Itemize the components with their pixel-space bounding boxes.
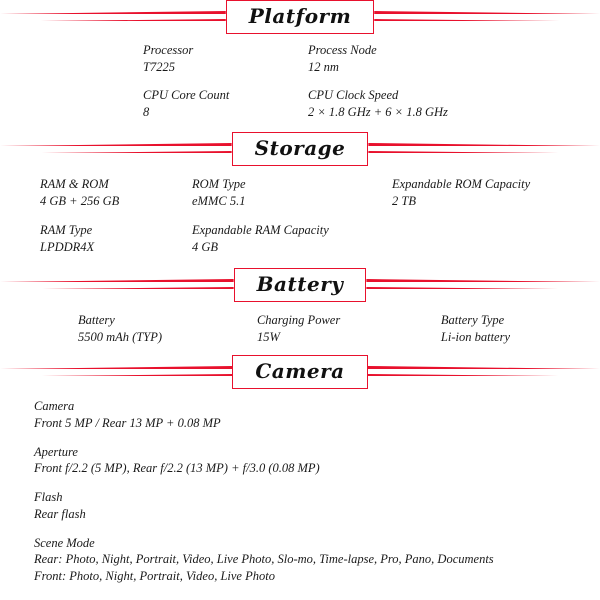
spec-label: RAM & ROM (40, 177, 109, 191)
spec-value: Front f/2.2 (5 MP), Rear f/2.2 (13 MP) + f/3.0 (0.08 MP) (34, 461, 320, 476)
spec-cell-process-node (308, 42, 568, 77)
header-wing-left (0, 132, 232, 166)
spec-value: 8 (143, 104, 150, 119)
header-wing-left (0, 268, 234, 302)
spec-value-front: Front: Photo, Night, Portrait, Video, Live Photo (34, 569, 275, 583)
spacer (0, 347, 600, 355)
spec-value: Rear flash (34, 506, 86, 521)
spec-cell-ram-and-rom (40, 176, 192, 211)
spec-label: CPU Clock Speed (308, 88, 399, 102)
spec-cell-expandable-ram-capacity (192, 222, 392, 257)
header-wing-right (368, 355, 600, 389)
section-title-storage: Storage (254, 136, 346, 160)
section-header-storage (0, 132, 600, 166)
spec-cell-cpu-core-count (143, 87, 308, 122)
section-title-box-platform (226, 0, 374, 34)
spec-label: Expandable ROM Capacity (392, 177, 531, 191)
spec-label: Process Node (308, 43, 377, 57)
section-title-battery: Battery (256, 272, 344, 296)
header-wing-left (0, 355, 232, 389)
spec-value-rear: Rear: Photo, Night, Portrait, Video, Live Photo, Slo-mo, Time-lapse, Pro, Pano, Documents (34, 552, 494, 567)
spec-value: 2 × 1.8 GHz + 6 × 1.8 GHz (308, 104, 448, 119)
spec-item-camera (34, 398, 600, 432)
spec-cell-charging-power (257, 312, 441, 347)
spec-value: Front 5 MP / Rear 13 MP + 0.08 MP (34, 415, 221, 430)
spec-label: Charging Power (256, 313, 341, 327)
spec-value: T7225 (143, 59, 175, 74)
spec-cell-processor (143, 42, 308, 77)
spec-label: Camera (34, 399, 75, 413)
spec-label: CPU Core Count (143, 88, 230, 102)
spec-item-flash (34, 489, 600, 523)
camera-specs (0, 389, 600, 585)
spec-cell-empty (392, 222, 572, 257)
spec-value: 4 GB (192, 239, 219, 254)
spec-label: Flash (34, 490, 63, 504)
header-wing-left (0, 0, 226, 34)
spec-label: Scene Mode (34, 535, 95, 550)
spec-cell-cpu-clock-speed (308, 87, 568, 122)
storage-specs (0, 166, 600, 257)
spec-cell-battery (78, 312, 257, 347)
spec-cell-ram-type (40, 222, 192, 257)
section-header-camera (0, 355, 600, 389)
spec-label: RAM Type (40, 223, 93, 237)
spec-row (78, 312, 600, 347)
spec-value: LPDDR4X (40, 239, 95, 254)
section-title-camera: Camera (255, 359, 345, 383)
spec-value: 12 nm (308, 59, 339, 74)
section-title-box-battery (234, 268, 367, 302)
spec-row (40, 176, 600, 211)
spec-label: Expandable RAM Capacity (192, 223, 329, 237)
spec-row (143, 87, 600, 122)
section-header-battery (0, 268, 600, 302)
spec-label: Aperture (34, 444, 78, 459)
header-wing-right (374, 0, 600, 34)
battery-specs (0, 302, 600, 347)
header-wing-right (366, 268, 600, 302)
section-title-box-camera (232, 355, 367, 389)
spec-label: ROM Type (192, 177, 246, 191)
spec-label: Processor (143, 43, 194, 57)
spec-value: 5500 mAh (TYP) (78, 329, 163, 344)
spec-label: Battery Type (440, 313, 505, 327)
spec-value: Li-ion battery (440, 329, 510, 344)
header-wing-right (368, 132, 600, 166)
section-title-platform: Platform (248, 4, 352, 28)
platform-specs (0, 34, 600, 122)
spec-item-aperture (34, 444, 600, 478)
spec-value: 15W (256, 329, 280, 344)
spec-row (40, 222, 600, 257)
spec-label: Battery (78, 313, 115, 327)
section-title-box-storage (232, 132, 369, 166)
spec-item-scene-mode (34, 535, 600, 585)
section-header-platform (0, 0, 600, 34)
spec-value: eMMC 5.1 (192, 193, 246, 208)
spec-value: 2 TB (392, 193, 416, 208)
spec-row (143, 42, 600, 77)
spec-cell-expandable-rom-capacity (392, 176, 572, 211)
spec-cell-battery-type (441, 312, 600, 347)
spec-value: 4 GB + 256 GB (40, 193, 120, 208)
spec-cell-rom-type (192, 176, 392, 211)
